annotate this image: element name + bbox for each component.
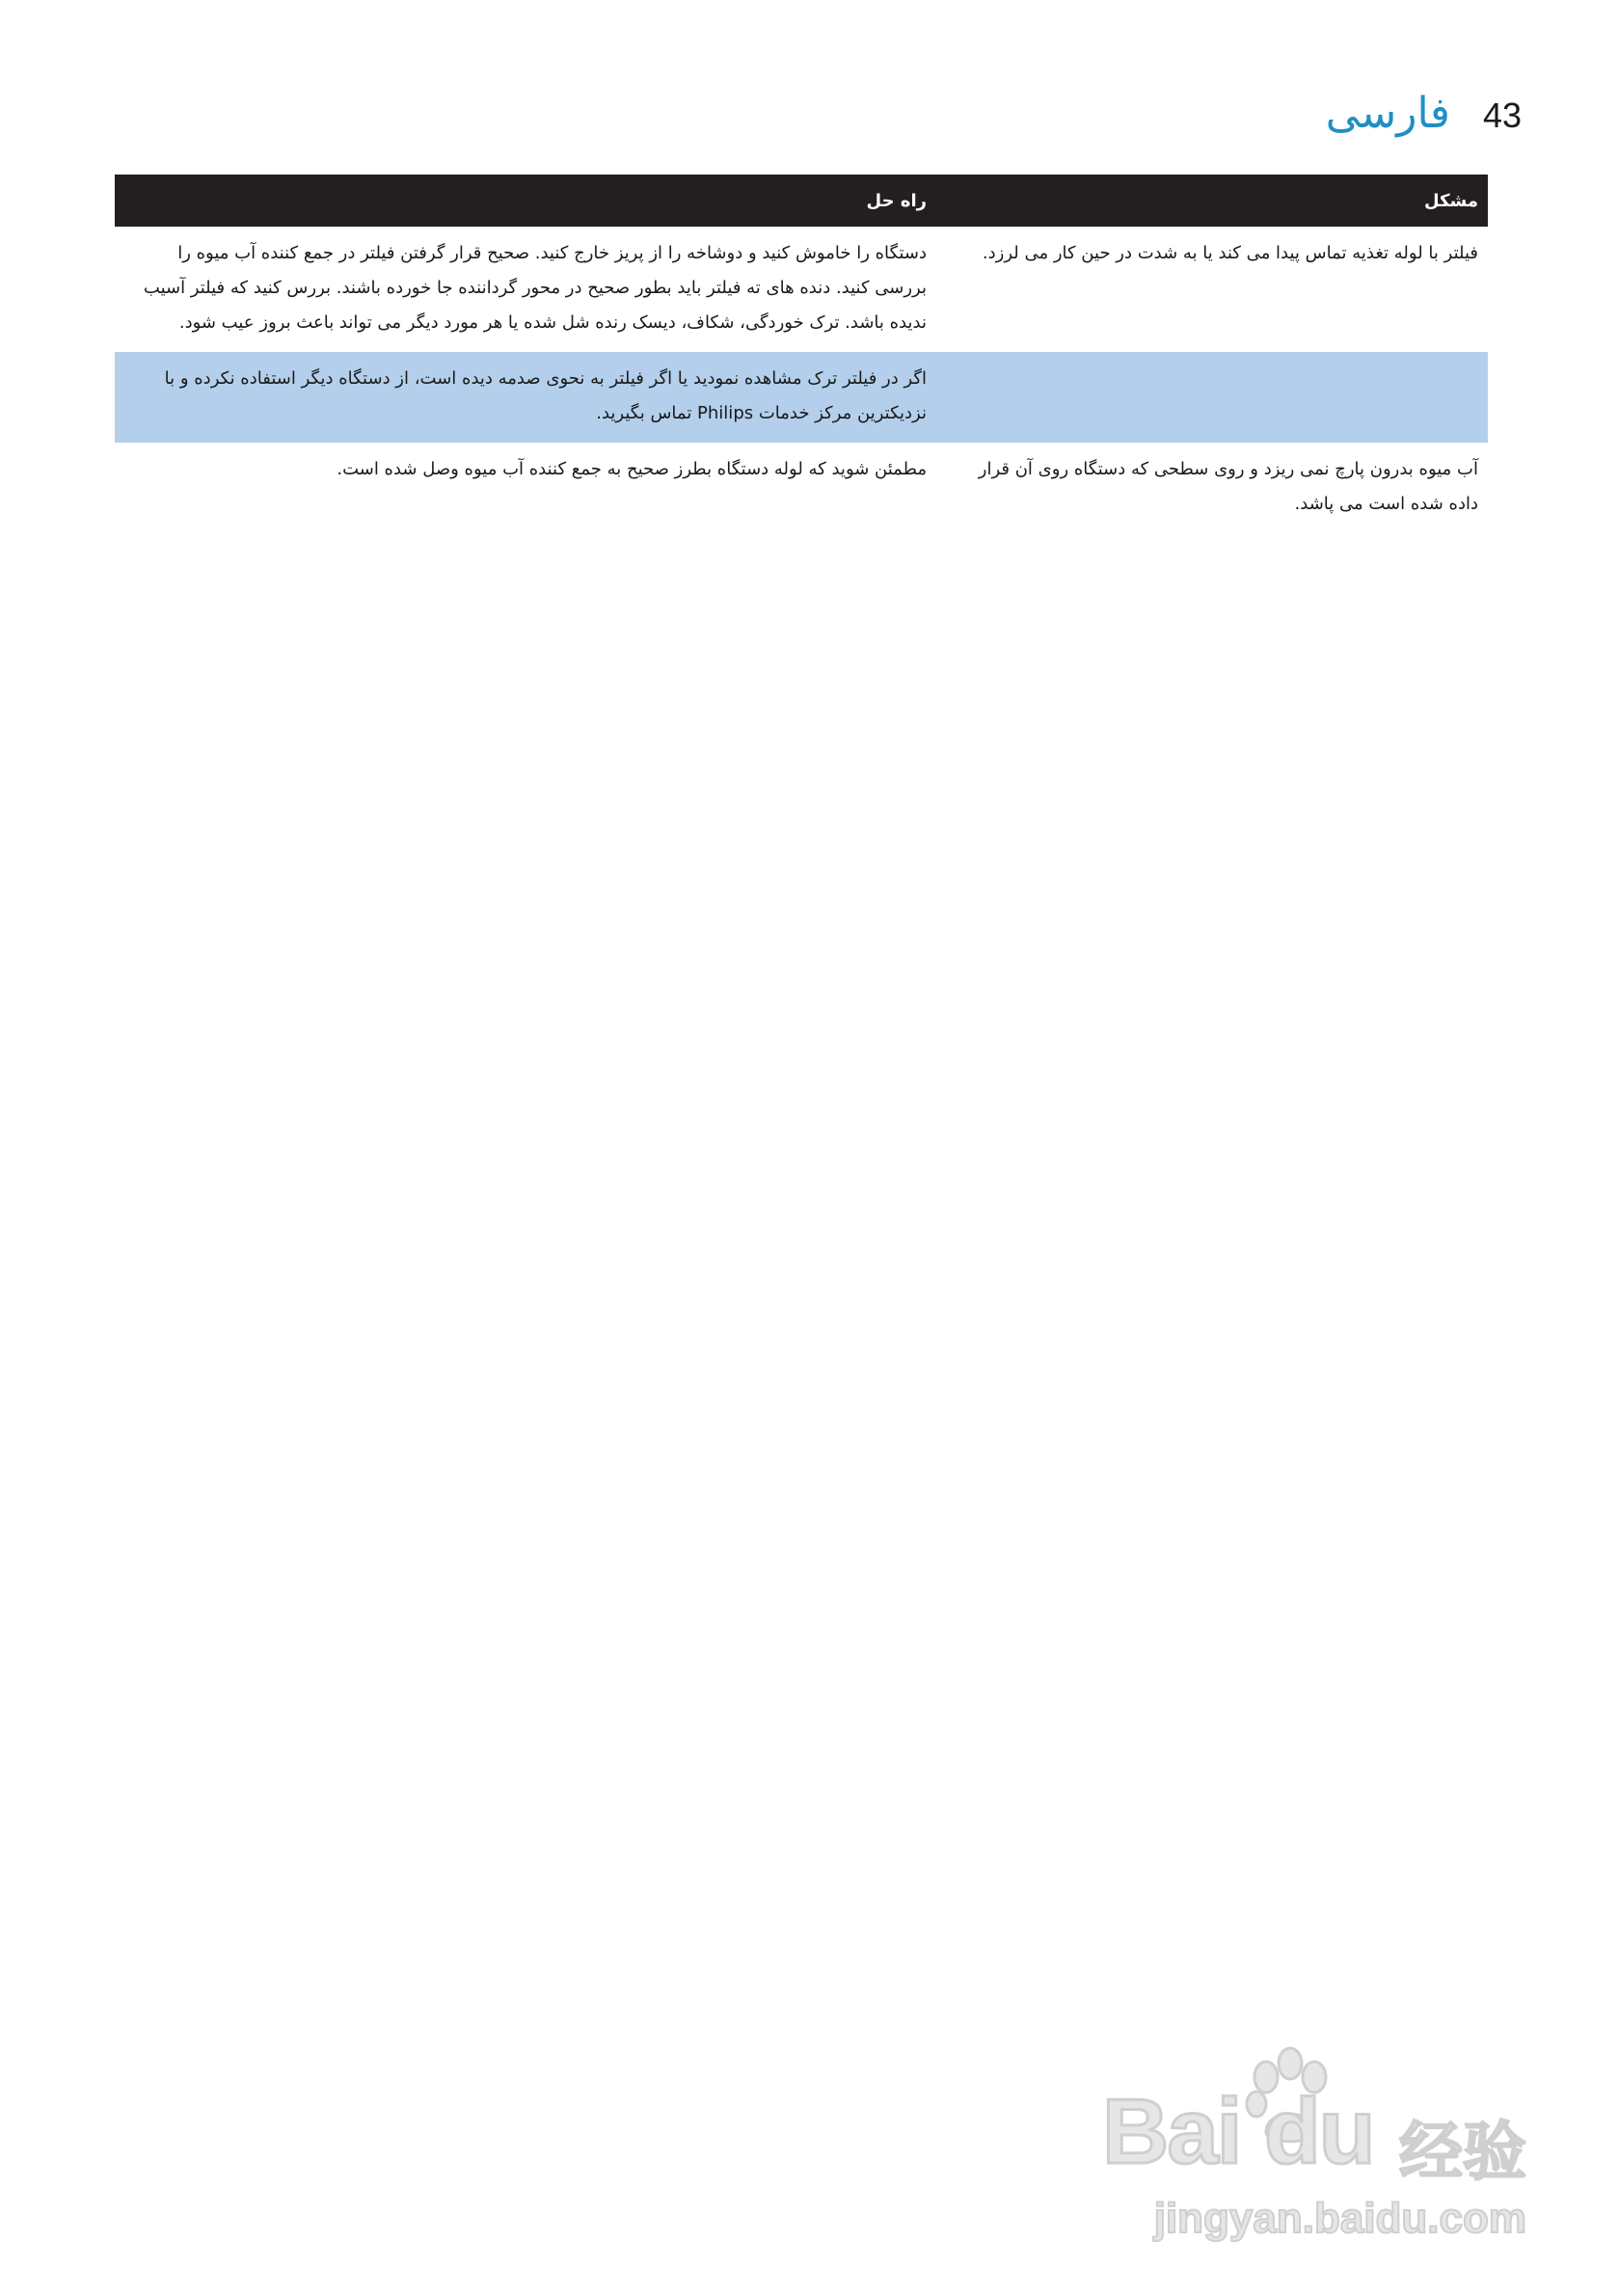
baidu-watermark — [1102, 2040, 1526, 2243]
column-header-solution: راه حل — [115, 175, 936, 227]
solution-cell: مطمئن شوید که لوله دستگاه بطرز صحیح به جمع کننده آب میوه وصل شده است. — [337, 459, 927, 479]
page-number: 43 — [1482, 95, 1522, 135]
section-title: فارسی — [1325, 89, 1450, 138]
table-row — [115, 227, 1488, 352]
table-header-row — [115, 175, 1488, 227]
watermark-logo: Bai du — [1102, 2080, 1374, 2183]
column-header-problem: مشکل — [936, 175, 1488, 227]
problem-cell: فیلتر با لوله تغذیه تماس پیدا می کند یا به شدت در حین کار می لرزد. — [982, 243, 1478, 263]
page-header — [1325, 68, 1522, 138]
solution-cell: دستگاه را خاموش کنید و دوشاخه را از پریز خارج کنید. صحیح قرار گرفتن فیلتر در جمع کننده آب میوه را بررسی کنید. دنده های ته فیلتر باید بطور صحیح در محور گرداننده جا خورده باشند. بررس کنید که فیلتر آسیب ندیده باشد. ترک خوردگی، شکاف، دیسک رنده شل شده یا هر مورد دیگر می تواند باعث بروز عیب شود. — [143, 243, 927, 333]
watermark-cn: 经验 — [1399, 2115, 1526, 2189]
problem-cell: آب میوه بدرون پارچ نمی ریزد و روی سطحی که دستگاه روی آن قرار داده شده است می پاشد. — [978, 459, 1478, 514]
troubleshooting-table — [115, 175, 1488, 533]
table-row-highlighted — [115, 352, 1488, 443]
solution-cell: اگر در فیلتر ترک مشاهده نمودید یا اگر فیلتر به نحوی صدمه دیده است، از دستگاه دیگر استفاده نکرده و با نزدیکترین مرکز خدمات Philips تماس بگیرید. — [115, 352, 936, 443]
watermark-url: jingyan.baidu.com — [1153, 2195, 1526, 2242]
problem-cell — [936, 352, 1488, 443]
table-row — [115, 443, 1488, 533]
